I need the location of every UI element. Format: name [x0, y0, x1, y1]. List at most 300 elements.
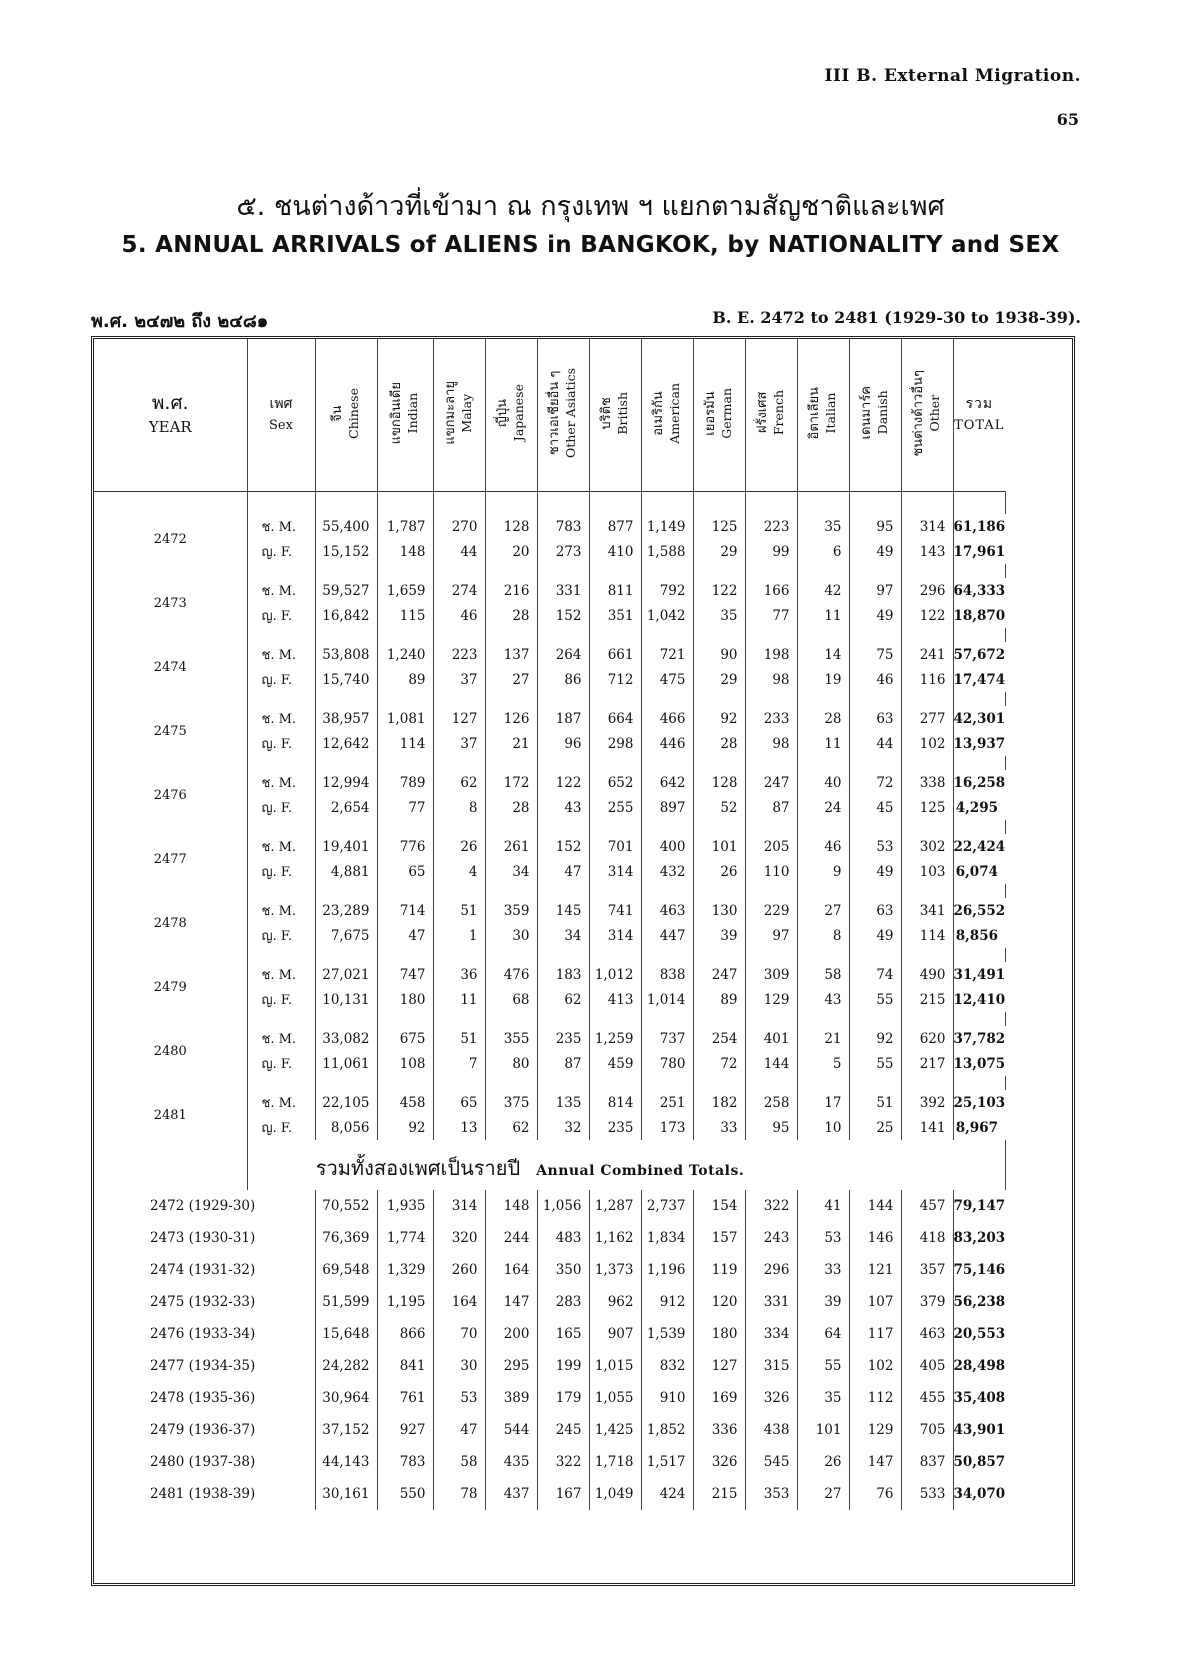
- spacer-cell: [693, 628, 745, 642]
- value-cell: 180: [377, 987, 433, 1012]
- value-cell: 302: [901, 834, 953, 859]
- value-cell: 37: [433, 731, 485, 756]
- value-cell: 68: [485, 987, 537, 1012]
- value-cell: 463: [901, 1318, 953, 1350]
- value-cell: 544: [485, 1414, 537, 1446]
- value-cell: 114: [377, 731, 433, 756]
- value-cell: 438: [745, 1414, 797, 1446]
- value-cell: 350: [537, 1254, 589, 1286]
- spacer-cell: [315, 692, 377, 706]
- spacer-cell: [433, 492, 485, 515]
- value-cell: 98: [745, 731, 797, 756]
- value-cell: 122: [537, 770, 589, 795]
- spacer-cell: [589, 756, 641, 770]
- total-cell: 56,238: [953, 1286, 1005, 1318]
- value-cell: 49: [849, 923, 901, 948]
- value-cell: 49: [849, 539, 901, 564]
- value-cell: 1,373: [589, 1254, 641, 1286]
- sex-cell: ช. M.: [247, 706, 315, 731]
- year-cell: 2474: [153, 659, 187, 675]
- column-header-thai: ชนต่างด้าวอื่นๆ: [911, 369, 926, 457]
- spacer-cell: [247, 1076, 315, 1090]
- value-cell: 33,082: [315, 1026, 377, 1051]
- value-cell: 55: [849, 987, 901, 1012]
- spacer-cell: [641, 692, 693, 706]
- value-cell: 125: [693, 514, 745, 539]
- spacer-cell: [849, 820, 901, 834]
- total-cell: 35,408: [953, 1382, 1005, 1414]
- spacer-cell: [693, 884, 745, 898]
- table-row-male: [94, 642, 1072, 667]
- value-cell: 1,517: [641, 1446, 693, 1478]
- spacer-cell: [849, 692, 901, 706]
- sex-cell: ช. M.: [247, 642, 315, 667]
- spacer-cell: [745, 948, 797, 962]
- spacer-cell: [377, 628, 433, 642]
- spacer-cell: [849, 948, 901, 962]
- value-cell: 26: [433, 834, 485, 859]
- spacer-cell: [901, 1076, 953, 1090]
- table-header-row: [94, 339, 1072, 492]
- value-cell: 245: [537, 1414, 589, 1446]
- value-cell: 1,042: [641, 603, 693, 628]
- value-cell: 44: [849, 731, 901, 756]
- combined-year-cell: 2480 (1937-38): [150, 1454, 256, 1470]
- spacer-cell: [485, 948, 537, 962]
- value-cell: 69,548: [315, 1254, 377, 1286]
- value-cell: 144: [745, 1051, 797, 1076]
- value-cell: 35: [797, 514, 849, 539]
- column-header-thai: แขกมะลายู: [443, 381, 458, 445]
- value-cell: 215: [901, 987, 953, 1012]
- value-cell: 27: [797, 898, 849, 923]
- spacer-cell: [537, 692, 589, 706]
- spacer-cell: [315, 492, 377, 515]
- total-cell: 79,147: [953, 1190, 1005, 1222]
- sex-header: [247, 339, 315, 492]
- spacer-cell: [315, 884, 377, 898]
- value-cell: 125: [901, 795, 953, 820]
- page-number: 65: [1056, 110, 1079, 129]
- value-cell: 180: [693, 1318, 745, 1350]
- value-cell: 72: [693, 1051, 745, 1076]
- spacer-cell: [849, 1140, 901, 1190]
- total-cell: 34,070: [953, 1478, 1005, 1510]
- value-cell: 233: [745, 706, 797, 731]
- column-header-english: Other Asiatics: [563, 368, 578, 458]
- year-cell: 2475: [153, 723, 187, 739]
- value-cell: 12,994: [315, 770, 377, 795]
- value-cell: 137: [485, 642, 537, 667]
- spacer-cell: [901, 1140, 953, 1190]
- spacer-cell: [537, 628, 589, 642]
- value-cell: 247: [693, 962, 745, 987]
- year-cell: 2481: [153, 1107, 187, 1123]
- value-cell: 34: [485, 859, 537, 884]
- spacer-cell: [745, 692, 797, 706]
- sex-cell: ช. M.: [247, 898, 315, 923]
- value-cell: 401: [745, 1026, 797, 1051]
- spacer-cell: [589, 820, 641, 834]
- spacer-cell: [94, 628, 247, 642]
- column-header-english: American: [667, 382, 682, 444]
- value-cell: 410: [589, 539, 641, 564]
- spacer-cell: [315, 756, 377, 770]
- spacer-cell: [485, 692, 537, 706]
- year-cell: 2476: [153, 787, 187, 803]
- spacer-cell: [485, 628, 537, 642]
- value-cell: 357: [901, 1254, 953, 1286]
- value-cell: 811: [589, 578, 641, 603]
- value-cell: 166: [745, 578, 797, 603]
- combined-title-english: Annual Combined Totals.: [536, 1163, 745, 1179]
- value-cell: 483: [537, 1222, 589, 1254]
- value-cell: 424: [641, 1478, 693, 1510]
- value-cell: 205: [745, 834, 797, 859]
- value-cell: 28: [485, 795, 537, 820]
- value-cell: 897: [641, 795, 693, 820]
- spacer-cell: [377, 1012, 433, 1026]
- value-cell: 70: [433, 1318, 485, 1350]
- value-cell: 11: [797, 603, 849, 628]
- value-cell: 336: [693, 1414, 745, 1446]
- value-cell: 223: [745, 514, 797, 539]
- value-cell: 78: [433, 1478, 485, 1510]
- column-header-label: [389, 382, 421, 444]
- column-header-label: [599, 392, 631, 435]
- value-cell: 63: [849, 706, 901, 731]
- spacer-cell: [953, 692, 1005, 706]
- column-header-thai: ญี่ปุ่น: [495, 398, 510, 428]
- spacer-cell: [537, 820, 589, 834]
- total-cell: 28,498: [953, 1350, 1005, 1382]
- spacer-cell: [537, 756, 589, 770]
- value-cell: 10,131: [315, 987, 377, 1012]
- spacer-cell: [953, 1012, 1005, 1026]
- value-cell: 1,162: [589, 1222, 641, 1254]
- value-cell: 314: [589, 859, 641, 884]
- value-cell: 277: [901, 706, 953, 731]
- spacer-cell: [537, 564, 589, 578]
- total-cell: 13,937: [953, 731, 1005, 756]
- spacer-cell: [94, 948, 247, 962]
- value-cell: 664: [589, 706, 641, 731]
- column-header-american: [641, 339, 693, 492]
- column-header-chinese: [315, 339, 377, 492]
- value-cell: 783: [377, 1446, 433, 1478]
- value-cell: 1,081: [377, 706, 433, 731]
- sex-cell: ช. M.: [247, 514, 315, 539]
- spacer-cell: [745, 884, 797, 898]
- value-cell: 413: [589, 987, 641, 1012]
- spacer-cell: [377, 692, 433, 706]
- sex-cell: ญ. F.: [247, 1115, 315, 1140]
- value-cell: 270: [433, 514, 485, 539]
- combined-title-thai: รวมทั้งสองเพศเป็นรายปี: [315, 1156, 521, 1180]
- value-cell: 199: [537, 1350, 589, 1382]
- spacer-cell: [433, 948, 485, 962]
- value-cell: 95: [745, 1115, 797, 1140]
- value-cell: 59,527: [315, 578, 377, 603]
- value-cell: 216: [485, 578, 537, 603]
- value-cell: 309: [745, 962, 797, 987]
- table-row-male: [94, 898, 1072, 923]
- total-cell: 17,474: [953, 667, 1005, 692]
- spacer-cell: [745, 564, 797, 578]
- value-cell: 62: [433, 770, 485, 795]
- total-cell: 8,856: [953, 923, 1005, 948]
- value-cell: 866: [377, 1318, 433, 1350]
- spacer-cell: [901, 564, 953, 578]
- spacer-cell: [315, 948, 377, 962]
- spacer-cell: [745, 1012, 797, 1026]
- table-body: [94, 492, 1072, 1511]
- spacer-cell: [247, 564, 315, 578]
- spacer-cell: [797, 884, 849, 898]
- value-cell: 167: [537, 1478, 589, 1510]
- total-cell: 31,491: [953, 962, 1005, 987]
- value-cell: 63: [849, 898, 901, 923]
- value-cell: 251: [641, 1090, 693, 1115]
- combined-year-cell: 2481 (1938-39): [150, 1486, 256, 1502]
- value-cell: 49: [849, 859, 901, 884]
- value-cell: 545: [745, 1446, 797, 1478]
- value-cell: 157: [693, 1222, 745, 1254]
- spacer-cell: [849, 884, 901, 898]
- spacer-cell: [693, 1076, 745, 1090]
- value-cell: 838: [641, 962, 693, 987]
- value-cell: 58: [433, 1446, 485, 1478]
- combined-year-cell: 2477 (1934-35): [150, 1358, 256, 1374]
- spacer-row: [94, 1076, 1072, 1090]
- value-cell: 437: [485, 1478, 537, 1510]
- value-cell: 45: [849, 795, 901, 820]
- value-cell: 27,021: [315, 962, 377, 987]
- value-cell: 255: [589, 795, 641, 820]
- spacer-cell: [433, 1076, 485, 1090]
- spacer-cell: [693, 1012, 745, 1026]
- value-cell: 90: [693, 642, 745, 667]
- spacer-cell: [1005, 692, 1072, 706]
- sex-cell: ญ. F.: [247, 667, 315, 692]
- table-row-male: [94, 578, 1072, 603]
- value-cell: 130: [693, 898, 745, 923]
- value-cell: 7,675: [315, 923, 377, 948]
- spacer-cell: [94, 884, 247, 898]
- column-header-italian: [797, 339, 849, 492]
- value-cell: 126: [485, 706, 537, 731]
- value-cell: 27: [485, 667, 537, 692]
- spacer-cell: [315, 1076, 377, 1090]
- value-cell: 52: [693, 795, 745, 820]
- spacer-cell: [953, 756, 1005, 770]
- value-cell: 164: [433, 1286, 485, 1318]
- value-cell: 13: [433, 1115, 485, 1140]
- spacer-cell: [589, 1012, 641, 1026]
- value-cell: 1,259: [589, 1026, 641, 1051]
- column-header-label: [807, 387, 839, 439]
- value-cell: 1,196: [641, 1254, 693, 1286]
- spacer-cell: [849, 1012, 901, 1026]
- spacer-cell: [94, 756, 247, 770]
- value-cell: 241: [901, 642, 953, 667]
- spacer-cell: [797, 492, 849, 515]
- value-cell: 405: [901, 1350, 953, 1382]
- value-cell: 146: [849, 1222, 901, 1254]
- value-cell: 8: [797, 923, 849, 948]
- value-cell: 47: [377, 923, 433, 948]
- value-cell: 75: [849, 642, 901, 667]
- combined-row: [94, 1382, 1072, 1414]
- spacer-cell: [693, 692, 745, 706]
- value-cell: 15,152: [315, 539, 377, 564]
- total-cell: 61,186: [953, 514, 1005, 539]
- value-cell: 379: [901, 1286, 953, 1318]
- value-cell: 62: [485, 1115, 537, 1140]
- value-cell: 92: [849, 1026, 901, 1051]
- value-cell: 165: [537, 1318, 589, 1350]
- spacer-cell: [641, 820, 693, 834]
- value-cell: 9: [797, 859, 849, 884]
- value-cell: 35: [693, 603, 745, 628]
- spacer-cell: [953, 1140, 1005, 1190]
- combined-year-cell: 2479 (1936-37): [150, 1422, 256, 1438]
- value-cell: 229: [745, 898, 797, 923]
- value-cell: 35: [797, 1382, 849, 1414]
- value-cell: 179: [537, 1382, 589, 1414]
- spacer-cell: [641, 628, 693, 642]
- table-row-male: [94, 834, 1072, 859]
- table-row-male: [94, 962, 1072, 987]
- total-header-english: TOTAL: [954, 418, 1005, 433]
- value-cell: 169: [693, 1382, 745, 1414]
- value-cell: 11: [433, 987, 485, 1012]
- spacer-cell: [537, 1012, 589, 1026]
- value-cell: 1,425: [589, 1414, 641, 1446]
- value-cell: 102: [849, 1350, 901, 1382]
- value-cell: 247: [745, 770, 797, 795]
- value-cell: 110: [745, 859, 797, 884]
- value-cell: 40: [797, 770, 849, 795]
- combined-year-cell: 2478 (1935-36): [150, 1390, 256, 1406]
- spacer-cell: [797, 756, 849, 770]
- value-cell: 121: [849, 1254, 901, 1286]
- spacer-cell: [1005, 756, 1072, 770]
- value-cell: 463: [641, 898, 693, 923]
- column-header-english: British: [615, 391, 630, 435]
- combined-row: [94, 1286, 1072, 1318]
- spacer-cell: [901, 628, 953, 642]
- value-cell: 30: [433, 1350, 485, 1382]
- spacer-cell: [433, 628, 485, 642]
- value-cell: 841: [377, 1350, 433, 1382]
- value-cell: 7: [433, 1051, 485, 1076]
- value-cell: 24,282: [315, 1350, 377, 1382]
- spacer-cell: [537, 492, 589, 515]
- value-cell: 712: [589, 667, 641, 692]
- sex-cell: ช. M.: [247, 1026, 315, 1051]
- value-cell: 62: [537, 987, 589, 1012]
- spacer-cell: [745, 1076, 797, 1090]
- value-cell: 53: [849, 834, 901, 859]
- column-header-label: [911, 370, 943, 457]
- spacer-cell: [745, 492, 797, 515]
- value-cell: 24: [797, 795, 849, 820]
- combined-year-cell: 2474 (1931-32): [150, 1262, 256, 1278]
- value-cell: 326: [693, 1446, 745, 1478]
- value-cell: 101: [797, 1414, 849, 1446]
- column-header-other-asiatics: [537, 339, 589, 492]
- value-cell: 466: [641, 706, 693, 731]
- spacer-cell: [377, 820, 433, 834]
- value-cell: 122: [901, 603, 953, 628]
- column-header-thai: จีน: [330, 404, 345, 422]
- combined-row: [94, 1414, 1072, 1446]
- column-header-thai: เดนมาร์ค: [859, 386, 874, 440]
- value-cell: 10: [797, 1115, 849, 1140]
- value-cell: 29: [693, 539, 745, 564]
- spacer-cell: [1005, 1076, 1072, 1090]
- combined-row: [94, 1254, 1072, 1286]
- value-cell: 19,401: [315, 834, 377, 859]
- spacer-cell: [849, 492, 901, 515]
- value-cell: 96: [537, 731, 589, 756]
- total-header: [953, 339, 1005, 492]
- spacer-cell: [247, 1012, 315, 1026]
- column-header-english: German: [719, 387, 734, 439]
- spacer-row: [94, 1012, 1072, 1026]
- spacer-cell: [377, 948, 433, 962]
- value-cell: 41: [797, 1190, 849, 1222]
- value-cell: 43: [537, 795, 589, 820]
- column-header-label: [859, 386, 891, 439]
- value-cell: 11: [797, 731, 849, 756]
- value-cell: 32: [537, 1115, 589, 1140]
- value-cell: 51: [433, 898, 485, 923]
- spacer-cell: [953, 1076, 1005, 1090]
- sex-cell: ช. M.: [247, 770, 315, 795]
- spacer-cell: [485, 564, 537, 578]
- column-header-english: Malay: [459, 393, 474, 433]
- total-cell: 17,961: [953, 539, 1005, 564]
- value-cell: 148: [485, 1190, 537, 1222]
- spacer-cell: [901, 492, 953, 515]
- value-cell: 331: [537, 578, 589, 603]
- spacer-cell: [485, 492, 537, 515]
- value-cell: 122: [693, 578, 745, 603]
- value-cell: 51: [849, 1090, 901, 1115]
- value-cell: 77: [745, 603, 797, 628]
- spacer-cell: [433, 884, 485, 898]
- value-cell: 1,014: [641, 987, 693, 1012]
- spacer-cell: [485, 1076, 537, 1090]
- spacer-cell: [901, 948, 953, 962]
- value-cell: 447: [641, 923, 693, 948]
- period-english: B. E. 2472 to 2481 (1929-30 to 1938-39).: [712, 308, 1081, 327]
- spacer-cell: [94, 1012, 247, 1026]
- value-cell: 36: [433, 962, 485, 987]
- spacer-cell: [953, 820, 1005, 834]
- spacer-cell: [485, 756, 537, 770]
- spacer-cell: [1005, 492, 1072, 515]
- spacer-cell: [797, 564, 849, 578]
- value-cell: 128: [485, 514, 537, 539]
- value-cell: 1: [433, 923, 485, 948]
- value-cell: 295: [485, 1350, 537, 1382]
- value-cell: 789: [377, 770, 433, 795]
- value-cell: 1,012: [589, 962, 641, 987]
- value-cell: 47: [433, 1414, 485, 1446]
